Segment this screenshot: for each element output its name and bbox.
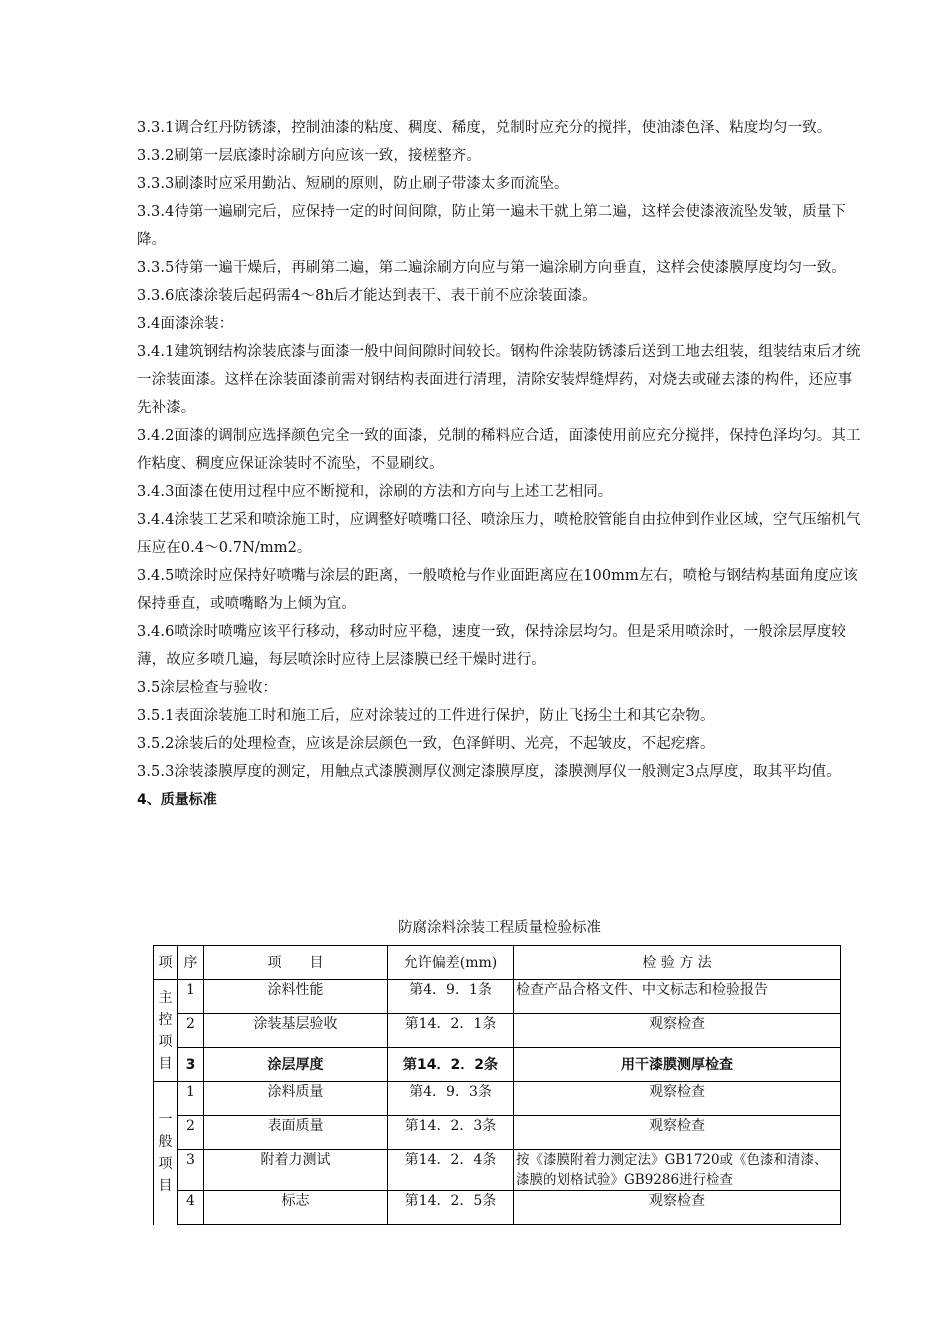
paragraph: 3.5.3涂装漆膜厚度的测定，用触点式漆膜测厚仪测定漆膜厚度，漆膜测厚仪一般测定3点厚度，取其平均值。	[137, 764, 841, 780]
row-item: 标志	[204, 1191, 388, 1225]
paragraph: 3.4.6喷涂时喷嘴应该平行移动，移动时应平稳，速度一致，保持涂层均匀。但是采用喷涂时，一般涂层厚度较薄，故应多喷几遍，每层喷涂时应待上层漆膜已经干燥时进行。	[137, 624, 846, 668]
row-item: 涂料性能	[204, 980, 388, 1014]
row-seq: 3	[178, 1048, 204, 1082]
header-item: 项 目	[204, 946, 388, 980]
paragraph: 3.4.5喷涂时应保持好喷嘴与涂层的距离，一般喷枪与作业面距离应在100mm左右，喷枪与钢结构基面角度应该保持垂直，或喷嘴略为上倾为宜。	[137, 568, 858, 612]
row-tolerance: 第4．9．1条	[388, 980, 514, 1014]
paragraph: 3.3.2刷第一层底漆时涂刷方向应该一致，接槎整齐。	[137, 148, 481, 164]
row-tolerance: 第14．2．4条	[388, 1150, 514, 1191]
paragraph: 3.3.6底漆涂装后起码需4～8h后才能达到表干、表干前不应涂装面漆。	[137, 288, 597, 304]
header-tolerance: 允许偏差(mm)	[388, 946, 514, 980]
row-seq: 2	[178, 1014, 204, 1048]
row-item: 涂料质量	[204, 1082, 388, 1116]
document-body	[137, 114, 862, 814]
paragraph: 3.4.3面漆在使用过程中应不断搅和，涂刷的方法和方向与上述工艺相同。	[137, 484, 613, 500]
row-item: 表面质量	[204, 1116, 388, 1150]
paragraph: 3.3.5待第一遍干燥后，再刷第二遍，第二遍涂刷方向应与第一遍涂刷方向垂直，这样会使漆膜厚度均匀一致。	[137, 260, 846, 276]
header-seq: 序	[178, 946, 204, 980]
table-row	[154, 1191, 841, 1225]
table-row	[154, 980, 841, 1014]
paragraph: 3.3.3刷漆时应采用勤沾、短刷的原则，防止刷子带漆太多而流坠。	[137, 176, 569, 192]
row-item: 涂层厚度	[204, 1048, 388, 1082]
group-label-general: 一般项目	[154, 1082, 178, 1225]
paragraph: 3.5.2涂装后的处理检查，应该是涂层颜色一致，色泽鲜明、光亮，不起皱皮，不起疙瘩。	[137, 736, 715, 752]
row-tolerance: 第14．2．1条	[388, 1014, 514, 1048]
table-row	[154, 1116, 841, 1150]
row-method: 观察检查	[514, 1191, 841, 1225]
table-row	[154, 1082, 841, 1116]
row-seq: 1	[178, 980, 204, 1014]
table-title: 防腐涂料涂装工程质量检验标准	[398, 920, 601, 936]
row-seq: 3	[178, 1150, 204, 1191]
row-item: 附着力测试	[204, 1150, 388, 1191]
paragraph: 3.4.2面漆的调制应选择颜色完全一致的面漆，兑制的稀料应合适，面漆使用前应充分搅拌，保持色泽均匀。其工作粘度、稠度应保证涂装时不流坠，不显刷纹。	[137, 428, 861, 472]
quality-standard-table	[153, 945, 841, 1225]
table-header-row	[154, 946, 841, 980]
table-row	[154, 1150, 841, 1191]
paragraph: 3.5.1表面涂装施工时和施工后，应对涂装过的工件进行保护，防止飞扬尘土和其它杂物。	[137, 708, 715, 724]
paragraph: 3.4.4涂装工艺采和喷涂施工时，应调整好喷嘴口径、喷涂压力，喷枪胶管能自由拉伸到作业区域，空气压缩机气压应在0.4～0.7N/mm2。	[137, 512, 861, 556]
row-seq: 2	[178, 1116, 204, 1150]
row-method: 观察检查	[514, 1082, 841, 1116]
row-tolerance: 第14．2．3条	[388, 1116, 514, 1150]
paragraph: 3.3.4待第一遍刷完后，应保持一定的时间间隙，防止第一遍未干就上第二遍，这样会使漆液流坠发皱，质量下降。	[137, 204, 846, 248]
paragraph: 3.4.1建筑钢结构涂装底漆与面漆一般中间间隙时间较长。钢构件涂装防锈漆后送到工地去组装，组装结束后才统一涂装面漆。这样在涂装面漆前需对钢结构表面进行清理，清除安装焊缝焊药，对烧去或碰去漆的构件，还应事先补漆。	[137, 344, 861, 416]
table-row	[154, 1014, 841, 1048]
row-method: 观察检查	[514, 1014, 841, 1048]
section-heading: 4、质量标准	[137, 792, 217, 808]
paragraph: 3.3.1调合红丹防锈漆，控制油漆的粘度、稠度、稀度，兑制时应充分的搅拌，使油漆色泽、粘度均匀一致。	[137, 120, 832, 136]
table-row	[154, 1048, 841, 1082]
header-group: 项	[154, 946, 178, 980]
row-tolerance: 第14．2．2条	[388, 1048, 514, 1082]
row-method: 检查产品合格文件、中文标志和检验报告	[514, 980, 841, 1014]
row-item: 涂装基层验收	[204, 1014, 388, 1048]
group-label-main: 主控项目	[154, 980, 178, 1082]
row-method: 观察检查	[514, 1116, 841, 1150]
row-seq: 1	[178, 1082, 204, 1116]
header-method: 检 验 方 法	[514, 946, 841, 980]
row-tolerance: 第4．9．3条	[388, 1082, 514, 1116]
row-seq: 4	[178, 1191, 204, 1225]
subsection-heading: 3.4面漆涂装：	[137, 316, 234, 332]
row-method: 按《漆膜附着力测定法》GB1720或《色漆和清漆、漆膜的划格试验》GB9286进行检查	[514, 1150, 841, 1191]
row-method: 用干漆膜测厚检查	[514, 1048, 841, 1082]
row-tolerance: 第14．2．5条	[388, 1191, 514, 1225]
subsection-heading: 3.5涂层检查与验收：	[137, 680, 278, 696]
